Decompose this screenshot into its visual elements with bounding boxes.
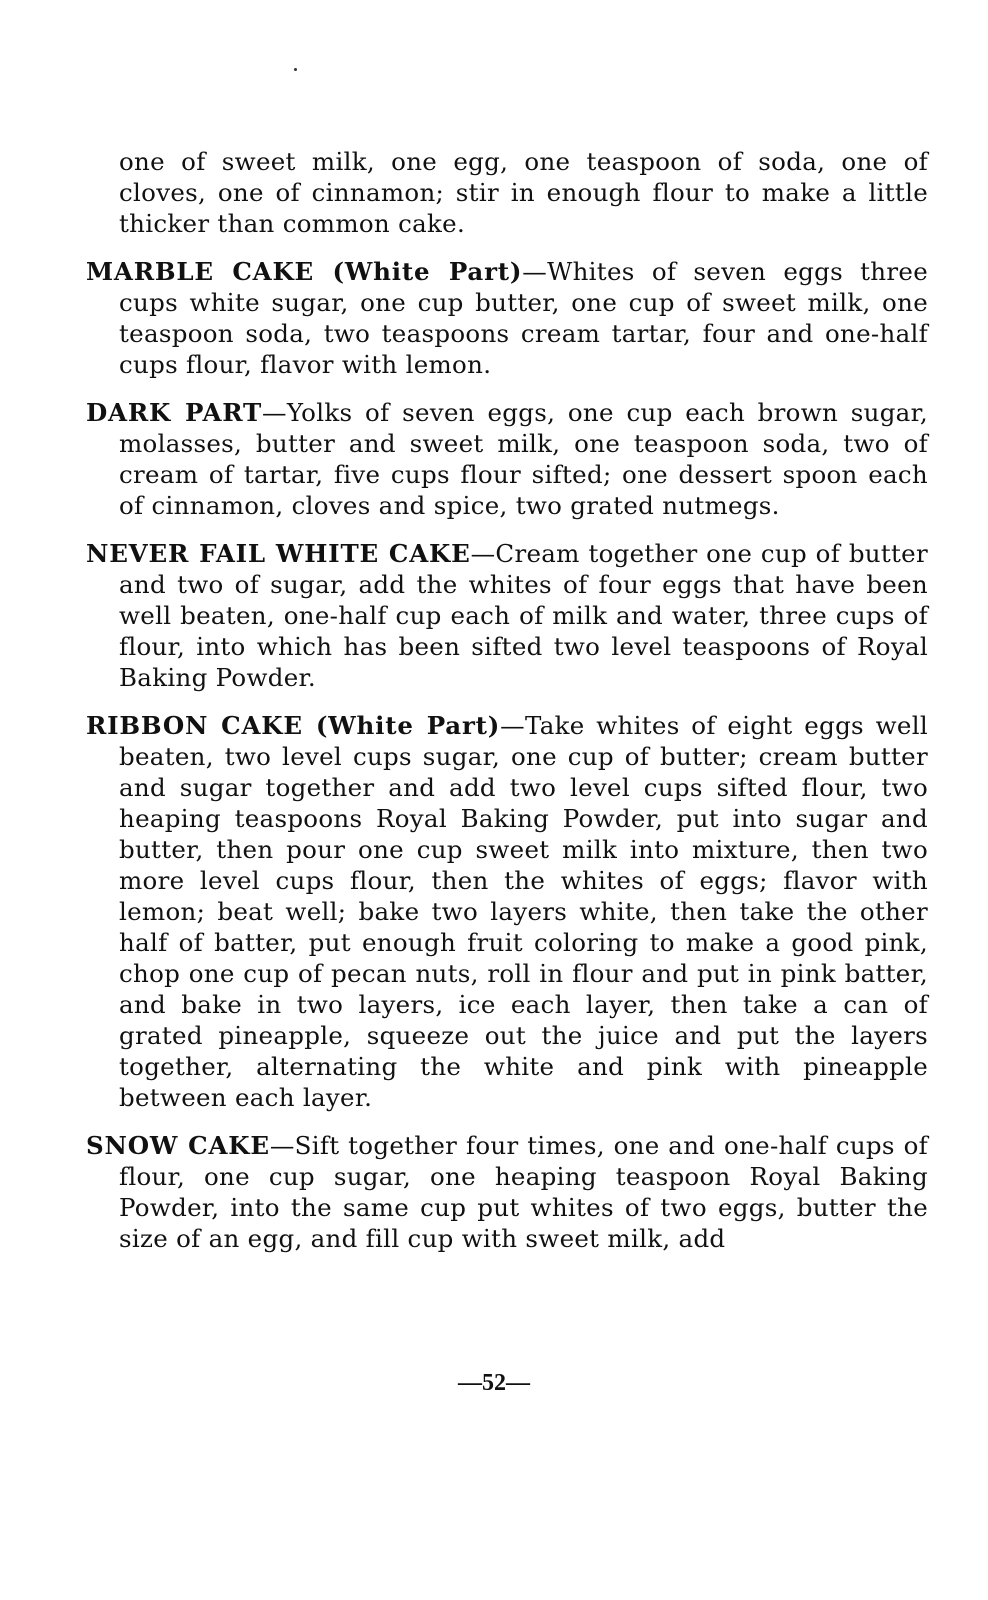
page-body xyxy=(86,146,928,1271)
recipe-heading: DARK PART xyxy=(86,398,263,427)
recipe-snow-cake xyxy=(86,1130,928,1254)
recipe-heading: MARBLE CAKE (White Part) xyxy=(86,257,523,286)
recipe-body: —Sift together four times, one and one-half cups of flour, one cup sugar, one heaping teaspoon Royal Baking Powder, into the same cup put whites of two eggs, butter the size of an egg, and fill cup with sweet milk, add xyxy=(119,1131,928,1253)
recipe-body: —Cream together one cup of butter and two of sugar, add the whites of four eggs that have been well beaten, one-half cup each of milk and water, three cups of flour, into which has been sifted two level teaspoons of Royal Baking Powder. xyxy=(119,539,928,692)
recipe-dark-part xyxy=(86,397,928,521)
recipe-never-fail-white-cake xyxy=(86,538,928,693)
continued-paragraph: one of sweet milk, one egg, one teaspoon of soda, one of cloves, one of cinnamon; stir in enough flour to make a little thicker than common cake. xyxy=(119,147,928,238)
recipe-body: —Whites of seven eggs three cups white sugar, one cup butter, one cup of sweet milk, one teaspoon soda, two teaspoons cream tartar, four and one-half cups flour, flavor with lemon. xyxy=(119,257,928,379)
recipe-marble-cake-white xyxy=(86,256,928,380)
recipe-ribbon-cake-white xyxy=(86,710,928,1113)
recipe-heading: RIBBON CAKE (White Part) xyxy=(86,711,501,740)
print-speck xyxy=(294,68,297,71)
recipe-heading: SNOW CAKE xyxy=(86,1131,270,1160)
recipe-body: —Yolks of seven eggs, one cup each brown sugar, molasses, butter and sweet milk, one teaspoon soda, two of cream of tartar, five cups flour sifted; one dessert spoon each of cinnamon, cloves and spice, two grated nutmegs. xyxy=(119,398,928,520)
recipe-body: —Take whites of eight eggs well beaten, two level cups sugar, one cup of butter; cream butter and sugar together and add two level cups sifted flour, two heaping teaspoons Royal Baking Powder, put into sugar and butter, then pour one cup sweet milk into mixture, then two more level cups flour, then the whites of eggs; flavor with lemon; beat well; bake two layers white, then take the other half of batter, put enough fruit coloring to make a good pink, chop one cup of pecan nuts, roll in flour and put in pink batter, and bake in two layers, ice each layer, then take a can of grated pineapple, squeeze out the juice and put the layers together, alternating the white and pink with pineapple between each layer. xyxy=(119,711,928,1112)
recipe-heading: NEVER FAIL WHITE CAKE xyxy=(86,539,471,568)
page-number: —52— xyxy=(458,1370,530,1396)
